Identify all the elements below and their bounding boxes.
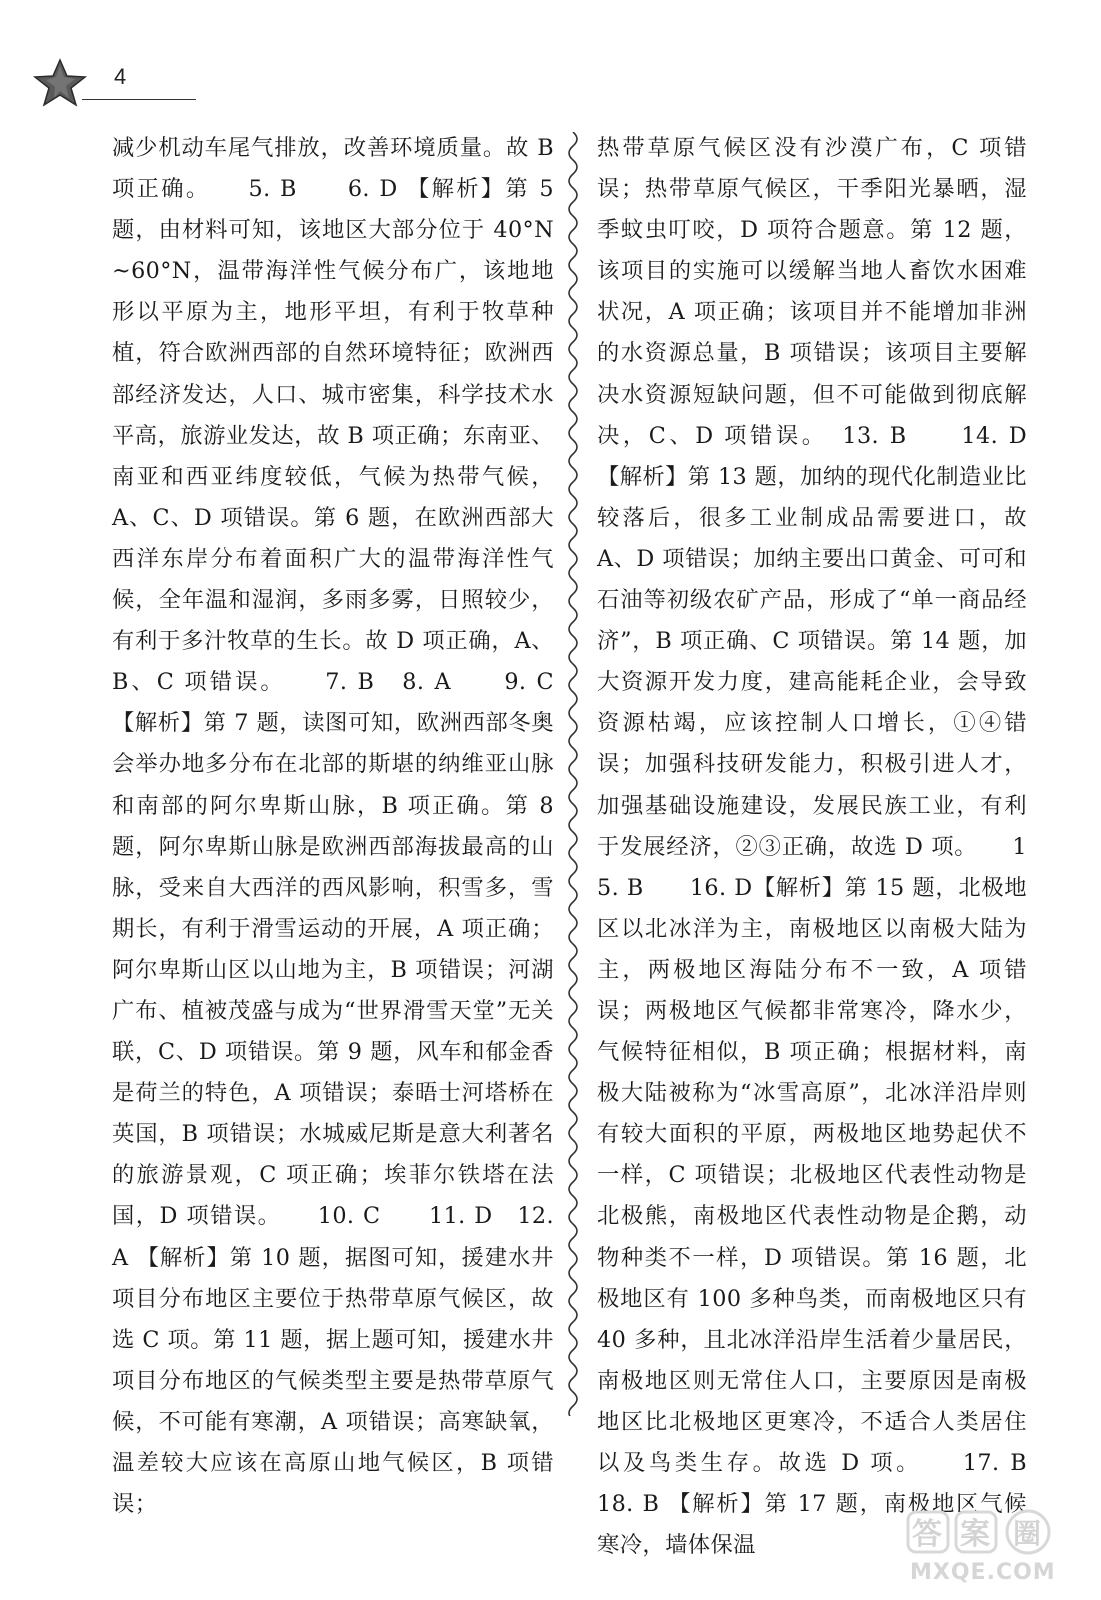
left-column <box>112 128 554 1525</box>
svg-text:圈: 圈 <box>1013 1517 1042 1550</box>
page-number: 4 <box>114 64 127 89</box>
left-column-text: 减少机动车尾气排放，改善环境质量。故 B 项正确。 5. B 6. D 【解析】第 5 题，由材料可知，该地区大部分位于 40°N~60°N，温带海洋性气候分布广，该地地形以平原为主，地形平坦，有利于牧草种植，符合欧洲西部的自然环境特征；欧洲西部经济发达，人口、城市密集，科学技术水平高，旅游业发达，故 B 项正确；东南亚、南亚和西亚纬度较低，气候为热带气候，A、C、D 项错误。第 6 题，在欧洲西部大西洋东岸分布着面积广大的温带海洋性气候，全年温和湿润，多雨多雾，日照较少，有利于多汁牧草的生长。故 D 项正确，A、B、C 项错误。 7. B 8. A 9. C 【解析】第 7 题，读图可知，欧洲西部冬奥会举办地多分布在北部的斯堪的纳维亚山脉和南部的阿尔卑斯山脉，B 项正确。第 8 题，阿尔卑斯山脉是欧洲西部海拔最高的山脉，受来自大西洋的西风影响，积雪多，雪期长，有利于滑雪运动的开展，A 项正确；阿尔卑斯山区以山地为主，B 项错误；河湖广布、植被茂盛与成为“世界滑雪天堂”无关联，C、D 项错误。第 9 题，风车和郁金香是荷兰的特色，A 项错误；泰晤士河塔桥在英国，B 项错误；水城威尼斯是意大利著名的旅游景观，C 项正确；埃菲尔铁塔在法国，D 项错误。 10. C 11. D 12. A 【解析】第 10 题，据图可知，援建水井项目分布地区主要位于热带草原气候区，故选 C 项。第 11 题，据上题可知，援建水井项目分布地区的气候类型主要是热带草原气候，不可能有寒潮，A 项错误；高寒缺氧，温差较大应该在高原山地气候区，B 项错误； <box>112 135 554 1518</box>
page-header <box>30 58 170 106</box>
right-column <box>597 128 1073 1566</box>
svg-text:答: 答 <box>912 1517 942 1552</box>
star-icon <box>30 58 90 108</box>
watermark-logo <box>906 1508 1080 1560</box>
header-rule <box>82 99 196 100</box>
watermark-url: MXQE.COM <box>910 1560 1056 1585</box>
wavy-column-divider <box>562 132 584 1416</box>
svg-text:案: 案 <box>960 1517 990 1552</box>
right-column-text: 热带草原气候区没有沙漠广布，C 项错误；热带草原气候区，干季阳光暴晒，湿季蚊虫叮咬，D 项符合题意。第 12 题，该项目的实施可以缓解当地人畜饮水困难状况，A 项正确；该项目并不能增加非洲的水资源总量，B 项错误；该项目主要解决水资源短缺问题，但不可能做到彻底解决，C、D 项错误。 13. B 14. D 【解析】第 13 题，加纳的现代化制造业比较落后，很多工业制成品需要进口，故 A、D 项错误；加纳主要出口黄金、可可和石油等初级农矿产品，形成了“单一商品经济”，B 项正确、C 项错误。第 14 题，加大资源开发力度，建高能耗企业，会导致资源枯竭，应该控制人口增长，①④错误；加强科技研发能力，积极引进人才，加强基础设施建设，发展民族工业，有利于发展经济，②③正确，故选 D 项。 15. B 16. D【解析】第 15 题，北极地区以北冰洋为主，南极地区以南极大陆为主，两极地区海陆分布不一致，A 项错误；两极地区气候都非常寒冷，降水少，气候特征相似，B 项正确；根据材料，南极大陆被称为“冰雪高原”，北冰洋沿岸则有较大面积的平原，两极地区地势起伏不一样，C 项错误；北极地区代表性动物是北极熊，南极地区代表性动物是企鹅，动物种类不一样，D 项错误。第 16 题，北极地区有 100 多种鸟类，而南极地区只有 40 多种，且北冰洋沿岸生活着少量居民，南极地区则无常住人口，主要原因是南极地区比北极地区更寒冷，不适合人类居住以及鸟类生存。故选 D 项。 17. B 18. B 【解析】第 17 题，南极地区气候寒冷，墙体保温 <box>597 135 1073 1559</box>
watermark <box>906 1508 1080 1590</box>
